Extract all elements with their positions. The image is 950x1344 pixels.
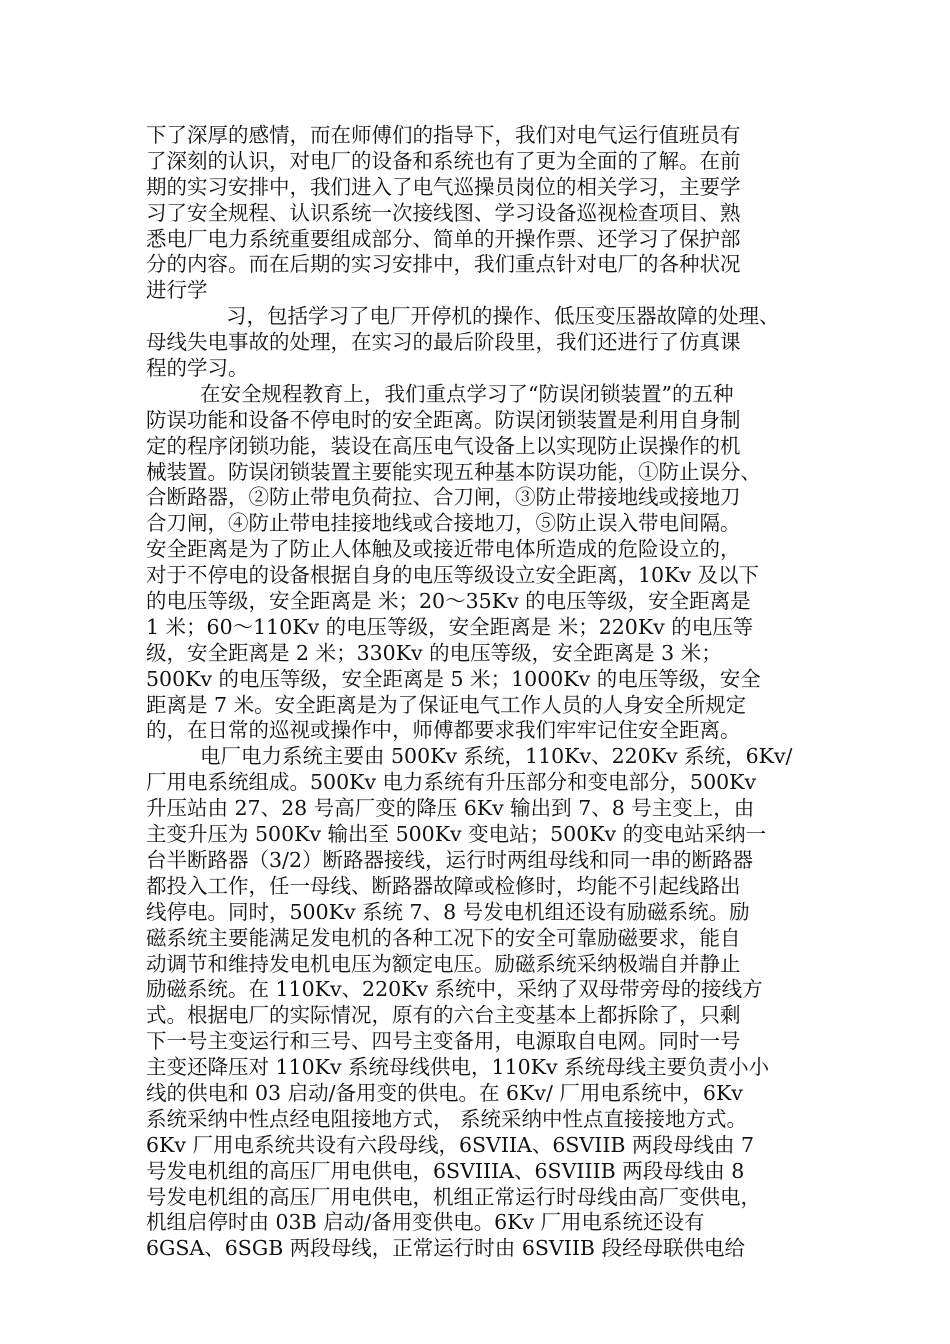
text-line: 动调节和维持发电机电压为额定电压。励磁系统采纳极端自并静止 bbox=[146, 951, 741, 976]
text-line: 升压站由 27、28 号高厂变的降压 6Kv 输出到 7、8 号主变上，由 bbox=[146, 796, 755, 821]
text-line: 都投入工作，任一母线、断路器故障或检修时，均能不引起线路出 bbox=[146, 873, 741, 898]
text-line: 安全距离是为了防止人体触及或接近带电体所造成的危险设立的， bbox=[146, 537, 741, 562]
text-line: 式。根据电厂的实际情况，原有的六台主变基本上都拆除了，只剩 bbox=[146, 1003, 741, 1028]
text-line: 的，在日常的巡视或操作中，师傅都要求我们牢牢记住安全距离。 bbox=[146, 718, 741, 743]
text-line: 械装置。防误闭锁装置主要能实现五种基本防误功能，①防止误分、 bbox=[146, 459, 761, 484]
text-line: 对于不停电的设备根据自身的电压等级设立安全距离，10Kv 及以下 bbox=[146, 563, 759, 588]
text-line: 了深刻的认识，对电厂的设备和系统也有了更为全面的了解。在前 bbox=[146, 148, 741, 173]
text-line: 系统采纳中性点经电阻接地方式， 系统采纳中性点直接接地方式。 bbox=[146, 1106, 748, 1131]
text-line: 下一号主变运行和三号、四号主变备用，电源取自电网。同时一号 bbox=[146, 1029, 741, 1054]
text-line: 线的供电和 03 启动/备用变的供电。在 6Kv/ 厂用电系统中，6Kv bbox=[146, 1080, 743, 1105]
text-line: 主变还降压对 110Kv 系统母线供电，110Kv 系统母线主要负责小小 bbox=[146, 1055, 770, 1080]
text-line: 定的程序闭锁功能，装设在高压电气设备上以实现防止误操作的机 bbox=[146, 433, 741, 458]
text-line: 6GSA、6SGB 两段母线，正常运行时由 6SVIIB 段经母联供电给 bbox=[146, 1236, 745, 1261]
text-line: 母线失电事故的处理，在实习的最后阶段里，我们还进行了仿真课 bbox=[146, 330, 741, 355]
text-line: 进行学 bbox=[146, 278, 208, 303]
text-line: 防误功能和设备不停电时的安全距离。防误闭锁装置是利用自身制 bbox=[146, 407, 741, 432]
text-line: 磁系统主要能满足发电机的各种工况下的安全可靠励磁要求，能自 bbox=[146, 925, 741, 950]
document-body bbox=[146, 123, 816, 1262]
text-line: 号发电机组的高压厂用电供电，6SVIIIA、6SVIIIB 两段母线由 8 bbox=[146, 1158, 745, 1183]
text-line: 合断路器，②防止带电负荷拉、合刀闸，③防止带接地线或接地刀 bbox=[146, 485, 741, 510]
paragraph-first-line: 在安全规程教育上，我们重点学习了“防误闭锁装置”的五种 bbox=[200, 381, 734, 406]
text-line: 6Kv 厂用电系统共设有六段母线，6SVIIA、6SVIIB 两段母线由 7 bbox=[146, 1132, 755, 1157]
text-line: 主变升压为 500Kv 输出至 500Kv 变电站；500Kv 的变电站采纳一 bbox=[146, 822, 767, 847]
paragraph-first-line: 电厂电力系统主要由 500Kv 系统，110Kv、220Kv 系统，6Kv/ bbox=[200, 744, 793, 769]
text-line: 的电压等级，安全距离是 米；20～35Kv 的电压等级，安全距离是 bbox=[146, 589, 751, 614]
text-line: 期的实习安排中，我们进入了电气巡操员岗位的相关学习，主要学 bbox=[146, 174, 741, 199]
text-line: 1 米；60～110Kv 的电压等级，安全距离是 米；220Kv 的电压等 bbox=[146, 614, 754, 639]
text-line: 级，安全距离是 2 米；330Kv 的电压等级，安全距离是 3 米； bbox=[146, 640, 722, 665]
text-line: 厂用电系统组成。500Kv 电力系统有升压部分和变电部分，500Kv bbox=[146, 770, 757, 795]
text-line: 习了安全规程、认识系统一次接线图、学习设备巡视检查项目、熟 bbox=[146, 200, 741, 225]
text-line: 习，包括学习了电厂开停机的操作、低压变压器故障的处理、 bbox=[226, 304, 780, 329]
text-line: 悉电厂电力系统重要组成部分、简单的开操作票、还学习了保护部 bbox=[146, 226, 741, 251]
text-line: 机组启停时由 03B 启动/备用变供电。6Kv 厂用电系统还设有 bbox=[146, 1210, 705, 1235]
text-line: 号发电机组的高压厂用电供电，机组正常运行时母线由高厂变供电， bbox=[146, 1184, 761, 1209]
text-line: 程的学习。 bbox=[146, 356, 249, 381]
text-line: 500Kv 的电压等级，安全距离是 5 米；1000Kv 的电压等级，安全 bbox=[146, 666, 761, 691]
text-line: 分的内容。而在后期的实习安排中，我们重点针对电厂的各种状况 bbox=[146, 252, 741, 277]
text-line: 台半断路器（3/2）断路器接线，运行时两组母线和同一串的断路器 bbox=[146, 847, 753, 872]
text-line: 合刀闸，④防止带电挂接地线或合接地刀，⑤防止误入带电间隔。 bbox=[146, 511, 741, 536]
text-line: 线停电。同时，500Kv 系统 7、8 号发电机组还设有励磁系统。励 bbox=[146, 899, 750, 924]
text-line: 下了深厚的感情，而在师傅们的指导下，我们对电气运行值班员有 bbox=[146, 123, 741, 147]
text-line: 励磁系统。在 110Kv、220Kv 系统中，采纳了双母带旁母的接线方 bbox=[146, 977, 763, 1002]
text-line: 距离是 7 米。安全距离是为了保证电气工作人员的人身安全所规定 bbox=[146, 692, 747, 717]
